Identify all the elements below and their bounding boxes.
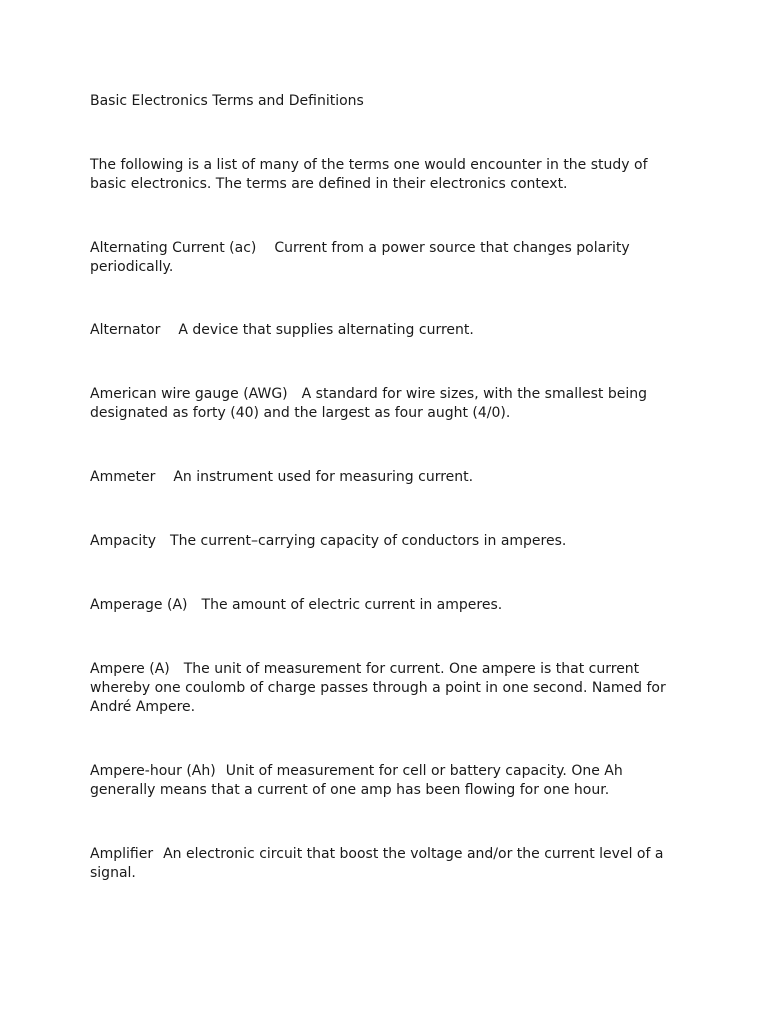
definition-text: The unit of measurement for current. One ampere is that current xyxy=(183,661,640,677)
definition-entry xyxy=(90,321,680,340)
term-label: Ammeter xyxy=(90,469,156,485)
term-label: Ampere-hour (Ah) xyxy=(90,763,216,779)
definition-text: The amount of electric current in amperes. xyxy=(201,597,503,613)
term-label: Alternator xyxy=(90,322,161,338)
definition-entry xyxy=(90,385,680,423)
definition-text: An electronic circuit that boost the voltage and/or the current level of a xyxy=(163,846,664,862)
definition-text: A device that supplies alternating current. xyxy=(178,322,474,338)
intro-line: basic electronics. The terms are defined in their electronics context. xyxy=(90,176,568,192)
term-label: Alternating Current (ac) xyxy=(90,240,257,256)
term-label: Ampacity xyxy=(90,533,157,549)
definition-text: designated as forty (40) and the largest as four aught (4/0). xyxy=(90,405,511,421)
definition-text: periodically. xyxy=(90,259,174,275)
term-label: Amperage (A) xyxy=(90,597,188,613)
definition-text: signal. xyxy=(90,865,136,881)
definition-text: André Ampere. xyxy=(90,699,196,715)
definition-entry xyxy=(90,596,680,615)
term-label: Amplifier xyxy=(90,846,154,862)
definition-entry xyxy=(90,845,680,883)
definition-text: generally means that a current of one amp has been flowing for one hour. xyxy=(90,782,610,798)
definition-entry xyxy=(90,468,680,487)
definition-entry xyxy=(90,762,680,800)
intro-paragraph xyxy=(90,156,680,194)
definition-text: A standard for wire sizes, with the smallest being xyxy=(301,386,647,402)
definition-entry xyxy=(90,660,680,717)
definition-entry xyxy=(90,532,680,551)
definition-text: An instrument used for measuring current. xyxy=(173,469,474,485)
definition-text: The current–carrying capacity of conductors in amperes. xyxy=(170,533,567,549)
definition-text: Current from a power source that changes polarity xyxy=(274,240,630,256)
intro-line: The following is a list of many of the terms one would encounter in the study of xyxy=(90,157,648,173)
document-title: Basic Electronics Terms and Definitions xyxy=(90,93,364,109)
definition-entry xyxy=(90,239,680,277)
definition-text: whereby one coulomb of charge passes through a point in one second. Named for xyxy=(90,680,666,696)
term-label: American wire gauge (AWG) xyxy=(90,386,288,402)
term-label: Ampere (A) xyxy=(90,661,170,677)
definition-text: Unit of measurement for cell or battery capacity. One Ah xyxy=(225,763,623,779)
